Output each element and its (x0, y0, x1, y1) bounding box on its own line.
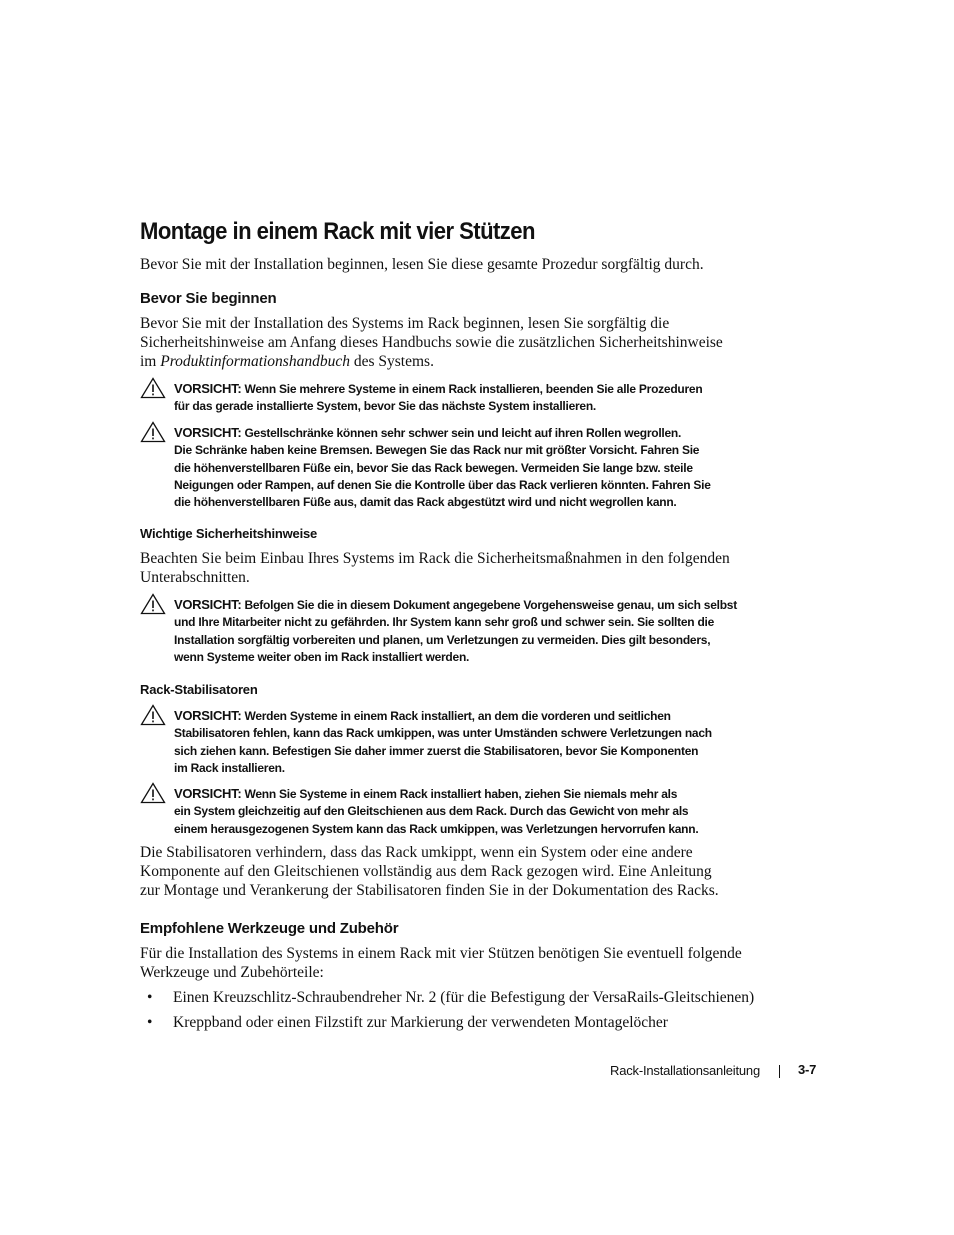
warning-triangle-icon (140, 593, 166, 615)
caution-line (174, 596, 737, 614)
paragraph-line: zur Montage und Verankerung der Stabilisatoren finden Sie in der Dokumentation des Racks. (140, 882, 719, 899)
caution-label: VORSICHT: (174, 786, 242, 801)
caution-label: VORSICHT: (174, 708, 242, 723)
list-item-text: Kreppband oder einen Filzstift zur Markierung der verwendeten Montagelöcher (173, 1014, 668, 1031)
bullet-marker: • (147, 989, 153, 1006)
caution-line: für das gerade installierte System, bevor Sie das nächste System installieren. (174, 399, 597, 414)
caution-line (174, 707, 712, 725)
caution-line: einem herausgezogenen System kann das Rack umkippen, was Verletzungen hervorrufen kann. (174, 821, 699, 836)
page-number: 3-7 (798, 1062, 817, 1077)
caution-text: Wenn Sie Systeme in einem Rack installiert haben, ziehen Sie niemals mehr als (244, 787, 678, 801)
caution-note (174, 596, 737, 666)
paragraph-line: Werkzeuge und Zubehörteile: (140, 964, 324, 981)
list-item (147, 1013, 152, 1032)
caution-line (174, 424, 711, 442)
caution-line: die höhenverstellbaren Füße aus, damit das Rack abgestützt wird und nicht wegrollen kann. (174, 495, 677, 510)
footer-title: Rack-Installationsanleitung (610, 1063, 760, 1078)
caution-text: Wenn Sie mehrere Systeme in einem Rack installieren, beenden Sie alle Prozeduren (244, 382, 703, 396)
paragraph-line: Unterabschnitten. (140, 569, 250, 586)
footer-separator (779, 1065, 780, 1078)
caution-line (174, 380, 702, 398)
paragraph-line: Komponente auf den Gleitschienen vollständig aus dem Rack gezogen wird. Eine Anleitung (140, 863, 712, 880)
caution-label: VORSICHT: (174, 381, 242, 396)
manual-title-reference: Produktinformationshandbuch (160, 353, 350, 370)
caution-line (174, 785, 698, 803)
caution-line: Installation sorgfältig vorbereiten und planen, um Verletzungen zu vermeiden. Dies gilt besonders, (174, 632, 711, 647)
paragraph-line: Die Stabilisatoren verhindern, dass das Rack umkippt, wenn ein System oder eine andere (140, 844, 693, 861)
caution-text: Gestellschränke können sehr schwer sein und leicht auf ihren Rollen wegrollen. (244, 426, 682, 440)
text-run: im (140, 353, 161, 370)
page-title: Montage in einem Rack mit vier Stützen (140, 218, 535, 245)
paragraph-line: Bevor Sie mit der Installation des Systems im Rack beginnen, lesen Sie sorgfältig die (140, 315, 670, 332)
paragraph-line (140, 352, 723, 371)
intro-paragraph: Bevor Sie mit der Installation beginnen, lesen Sie diese gesamte Prozedur sorgfältig durch. (140, 256, 704, 273)
caution-note (174, 424, 711, 511)
text-run: des Systems. (349, 353, 434, 370)
caution-line: Neigungen oder Rampen, auf denen Sie die Kontrolle über das Rack verlieren könnten. Fahren Sie (174, 477, 711, 492)
paragraph-line: Für die Installation des Systems in einem Rack mit vier Stützen benötigen Sie eventuell folgende (140, 945, 742, 962)
caution-note (174, 785, 698, 838)
caution-line: die höhenverstellbaren Füße ein, bevor Sie das Rack bewegen. Vermeiden Sie lange bzw. steile (174, 460, 693, 475)
caution-text: Befolgen Sie die in diesem Dokument angegebene Vorgehensweise genau, um sich selbst (244, 598, 737, 612)
warning-triangle-icon (140, 377, 166, 399)
list-item-text: Einen Kreuzschlitz-Schraubendreher Nr. 2 (für die Befestigung der VersaRails-Gleitschienen) (173, 989, 755, 1006)
list-item (147, 988, 152, 1007)
paragraph-line: Sicherheitshinweise am Anfang dieses Handbuchs sowie die zusätzlichen Sicherheitshinweise (140, 334, 723, 351)
section-heading-werkzeuge: Empfohlene Werkzeuge und Zubehör (140, 920, 399, 937)
section4-paragraph (140, 944, 742, 982)
section-heading-rack-stabilisatoren: Rack-Stabilisatoren (140, 682, 258, 697)
warning-triangle-icon (140, 704, 166, 726)
caution-note (174, 707, 712, 777)
bullet-marker: • (147, 1014, 153, 1031)
section-heading-sicherheitshinweise: Wichtige Sicherheitshinweise (140, 526, 318, 541)
caution-line: sich ziehen kann. Befestigen Sie daher immer zuerst die Stabilisatoren, bevor Sie Komponenten (174, 743, 699, 758)
warning-triangle-icon (140, 782, 166, 804)
caution-line: im Rack installieren. (174, 760, 285, 775)
caution-line: Stabilisatoren fehlen, kann das Rack umkippen, was unter Umständen schwere Verletzungen nach (174, 726, 712, 741)
caution-note (174, 380, 702, 416)
caution-text: Werden Systeme in einem Rack installiert, an dem die vorderen und seitlichen (244, 709, 671, 723)
section-heading-bevor-sie-beginnen: Bevor Sie beginnen (140, 290, 277, 307)
warning-triangle-icon (140, 421, 166, 443)
caution-line: wenn Systeme weiter oben im Rack installiert werden. (174, 649, 470, 664)
caution-line: Die Schränke haben keine Bremsen. Bewegen Sie das Rack nur mit größter Vorsicht. Fahren Sie (174, 443, 700, 458)
caution-label: VORSICHT: (174, 597, 242, 612)
caution-label: VORSICHT: (174, 425, 242, 440)
section1-paragraph (140, 314, 723, 371)
section2-paragraph (140, 549, 730, 587)
caution-line: und Ihre Mitarbeiter nicht zu gefährden. Ihr System kann sehr groß und schwer sein. Sie sollten die (174, 615, 715, 630)
caution-line: ein System gleichzeitig auf den Gleitschienen aus dem Rack. Durch das Gewicht von mehr als (174, 804, 689, 819)
stabilizer-paragraph (140, 843, 719, 900)
paragraph-line: Beachten Sie beim Einbau Ihres Systems im Rack die Sicherheitsmaßnahmen in den folgenden (140, 550, 730, 567)
